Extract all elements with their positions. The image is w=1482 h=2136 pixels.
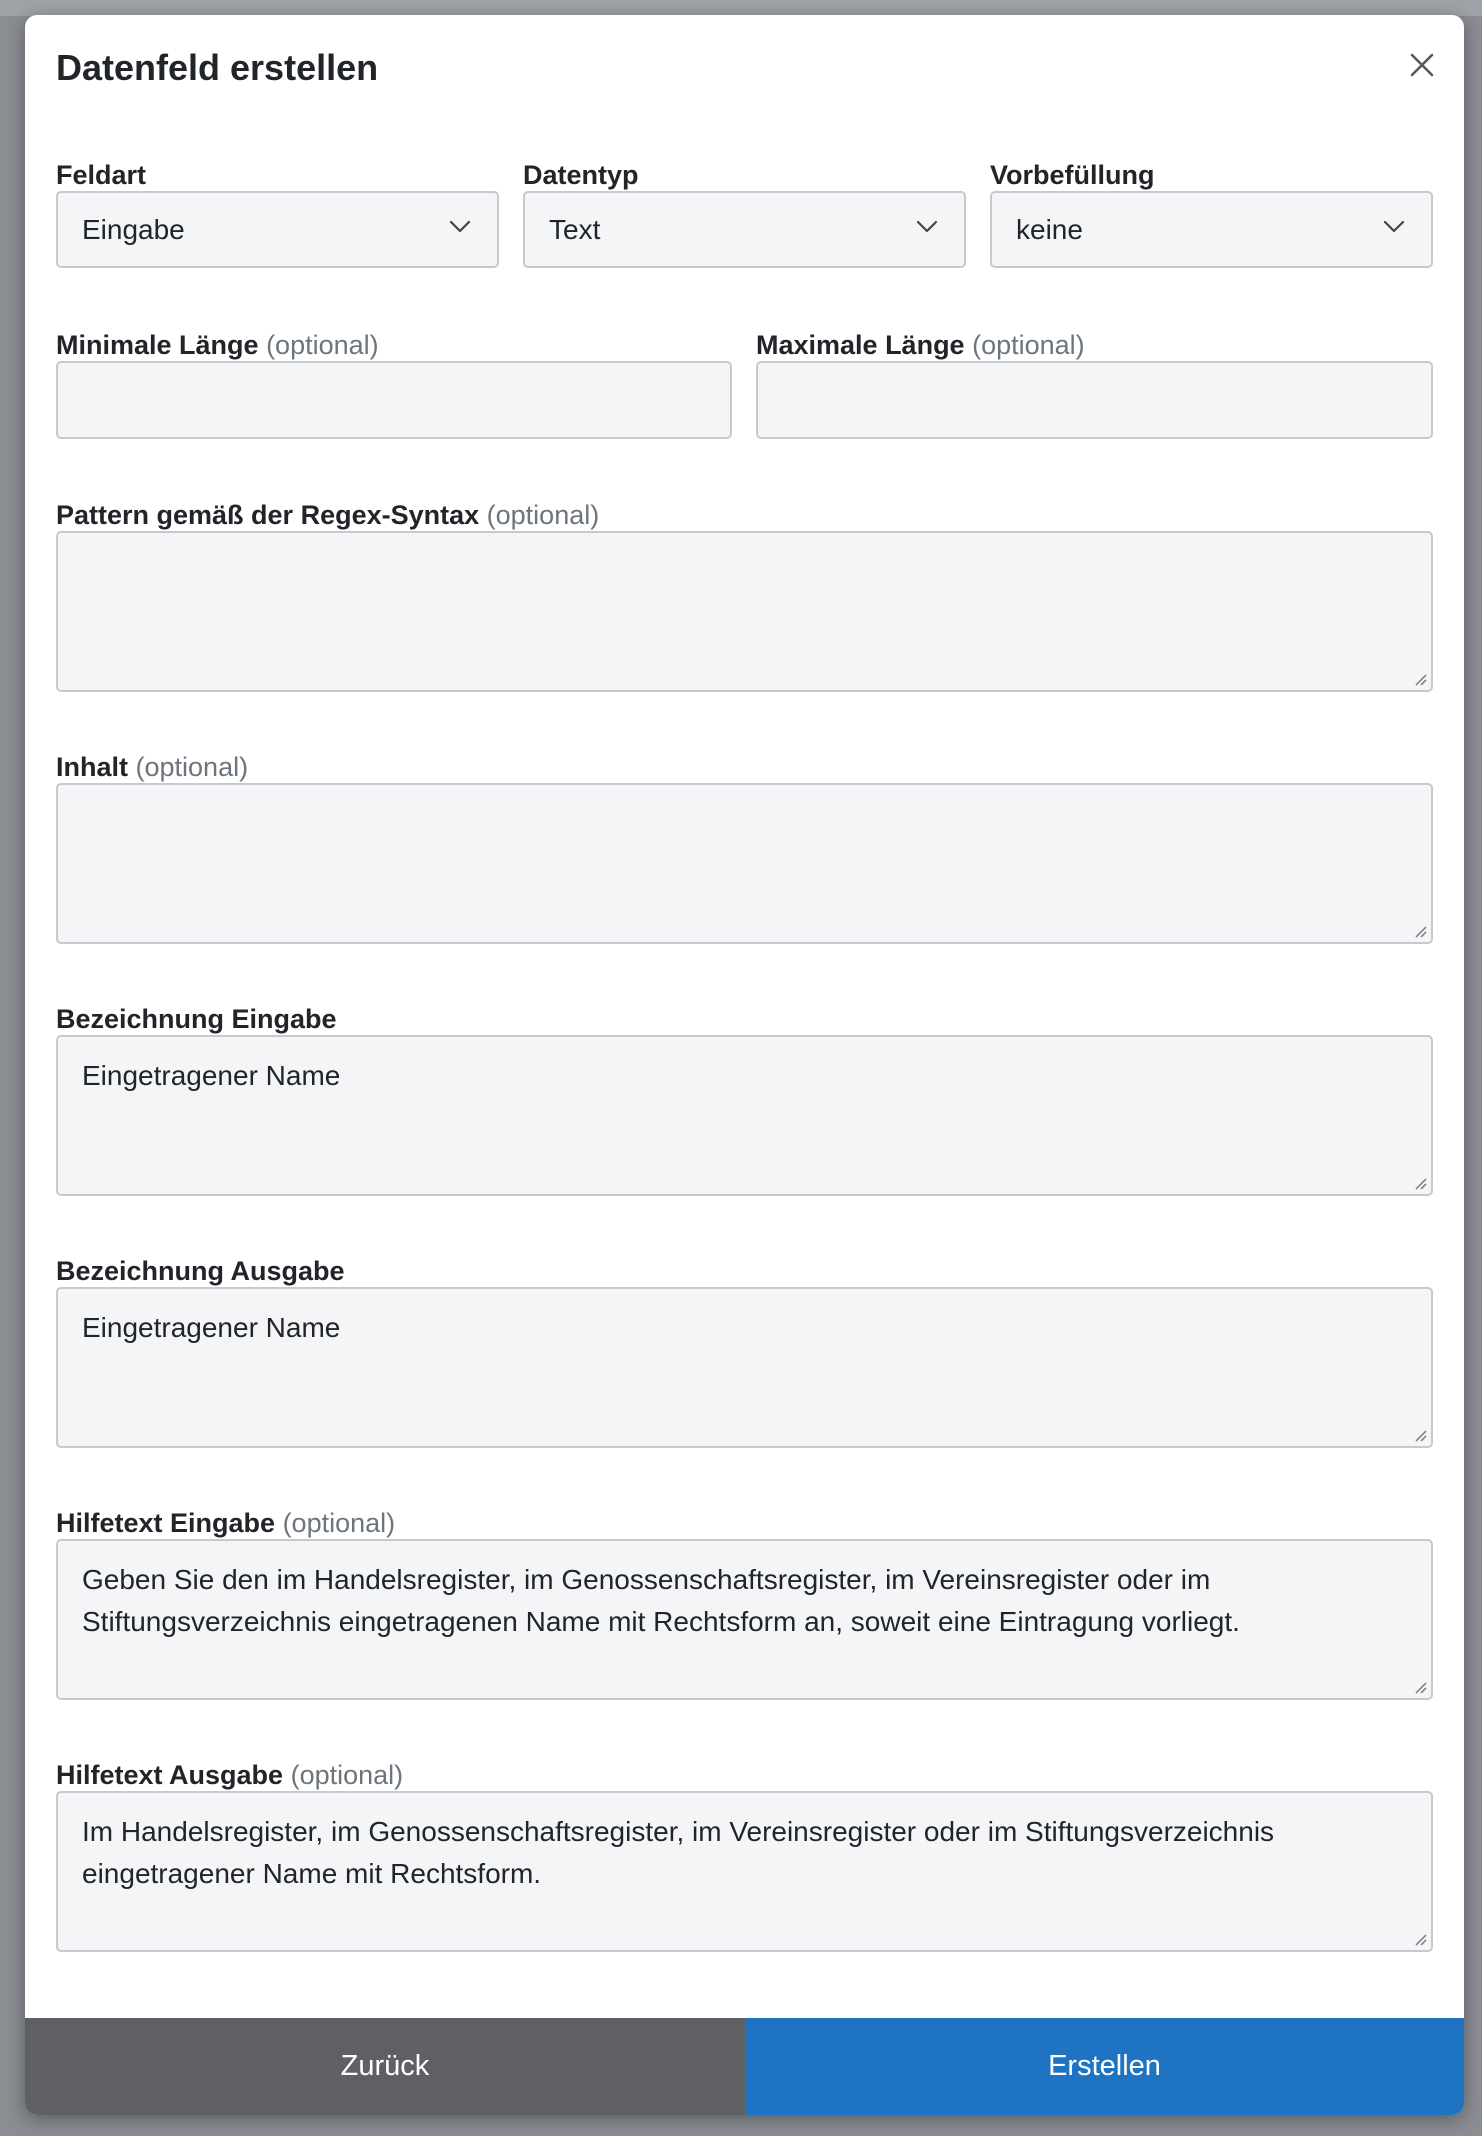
vorbefuellung-select[interactable] [990, 191, 1433, 268]
bezeichnung-ausgabe-textarea[interactable] [56, 1287, 1433, 1448]
resize-grip-icon[interactable] [1412, 1175, 1428, 1191]
hilfetext-eingabe-label: Hilfetext Eingabe (optional) [56, 1508, 396, 1538]
hilfetext-eingabe-value: Geben Sie den im Handelsregister, im Genossenschaftsregister, im Vereinsregister oder im Stiftungsverzeichnis eingetragenen Name mit Rechtsform an, soweit eine Eintragung vorliegt. [82, 1564, 1240, 1637]
hilfetext-ausgabe-value: Im Handelsregister, im Genossenschaftsregister, im Vereinsregister oder im Stiftungsverzeichnis eingetragener Name mit Rechtsform. [82, 1816, 1275, 1889]
create-button[interactable]: Erstellen [745, 2018, 1464, 2115]
feldart-select[interactable] [56, 191, 499, 268]
vorbefuellung-label: Vorbefüllung [990, 160, 1155, 190]
bezeichnung-eingabe-textarea[interactable] [56, 1035, 1433, 1196]
max-length-input[interactable] [756, 361, 1433, 439]
optional-hint: (optional) [486, 500, 600, 530]
datentyp-label: Datentyp [523, 160, 639, 190]
pattern-textarea[interactable] [56, 531, 1433, 692]
modal-footer [25, 2018, 1464, 2115]
resize-grip-icon[interactable] [1412, 923, 1428, 939]
bezeichnung-ausgabe-label: Bezeichnung Ausgabe [56, 1256, 345, 1286]
close-button[interactable] [1402, 45, 1442, 85]
feldart-label: Feldart [56, 160, 147, 190]
optional-hint: (optional) [290, 1760, 404, 1790]
optional-hint: (optional) [135, 752, 249, 782]
optional-hint: (optional) [266, 330, 379, 360]
chevron-down-icon [916, 220, 938, 234]
inhalt-label: Inhalt (optional) [56, 752, 249, 782]
optional-hint: (optional) [972, 330, 1085, 360]
resize-grip-icon[interactable] [1412, 1427, 1428, 1443]
hilfetext-ausgabe-label: Hilfetext Ausgabe (optional) [56, 1760, 404, 1790]
modal-title: Datenfeld erstellen [56, 47, 379, 88]
back-button[interactable]: Zurück [25, 2018, 745, 2115]
optional-hint: (optional) [282, 1508, 396, 1538]
min-length-input[interactable] [56, 361, 732, 439]
create-datafield-dialog [25, 15, 1464, 2115]
vorbefuellung-value: keine [1016, 213, 1083, 245]
feldart-value: Eingabe [82, 213, 185, 245]
resize-grip-icon[interactable] [1412, 1679, 1428, 1695]
datentyp-select[interactable] [523, 191, 966, 268]
datentyp-value: Text [549, 213, 601, 245]
bezeichnung-eingabe-value: Eingetragener Name [82, 1060, 341, 1091]
pattern-label: Pattern gemäß der Regex-Syntax (optional) [56, 500, 600, 530]
resize-grip-icon[interactable] [1412, 671, 1428, 687]
bezeichnung-ausgabe-value: Eingetragener Name [82, 1312, 341, 1343]
chevron-down-icon [449, 220, 471, 234]
hilfetext-ausgabe-textarea[interactable] [56, 1791, 1433, 1952]
chevron-down-icon [1383, 220, 1405, 234]
hilfetext-eingabe-textarea[interactable] [56, 1539, 1433, 1700]
backdrop [0, 0, 1482, 16]
bezeichnung-eingabe-label: Bezeichnung Eingabe [56, 1004, 337, 1034]
close-icon [1402, 45, 1442, 85]
resize-grip-icon[interactable] [1412, 1931, 1428, 1947]
max-length-label: Maximale Länge (optional) [756, 330, 1085, 360]
inhalt-textarea[interactable] [56, 783, 1433, 944]
min-length-label: Minimale Länge (optional) [56, 330, 379, 360]
